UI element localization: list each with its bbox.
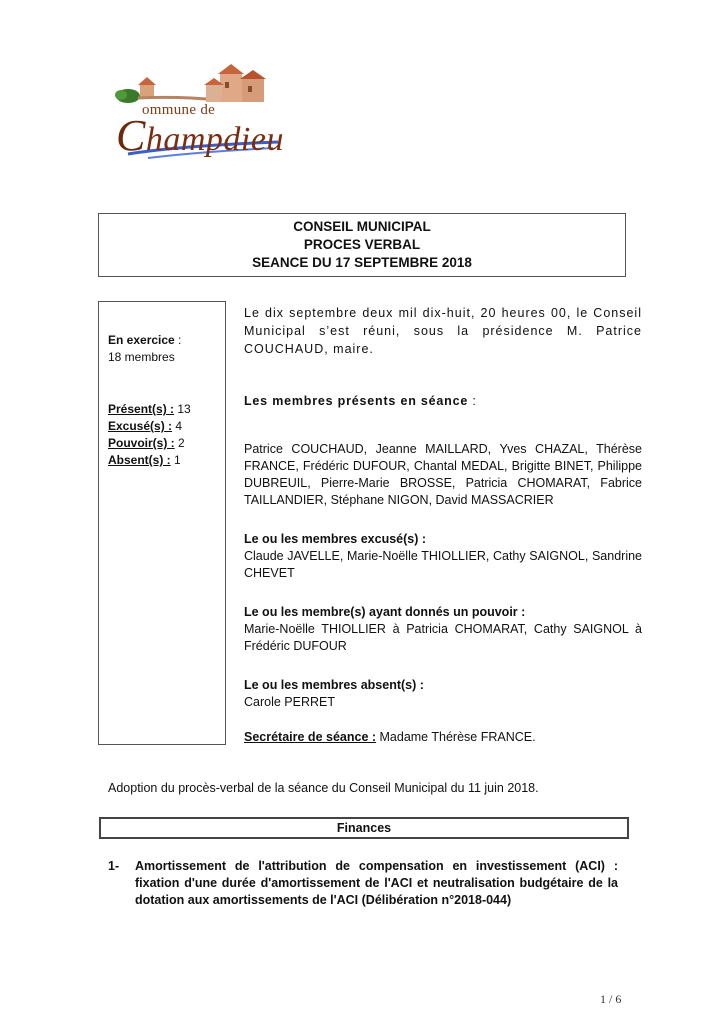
title-line-3: SEANCE DU 17 SEPTEMBRE 2018 (252, 255, 472, 270)
intro-paragraph: Le dix septembre deux mil dix-huit, 20 heures 00, le Conseil Municipal s’est réuni, sous la présidence M. Patrice COUCHAUD, maire. (244, 306, 642, 356)
absent-count: Absent(s) : 1 (108, 453, 181, 467)
exercice-row: En exercice : (108, 333, 182, 347)
absent-members-heading: Le ou les membres absent(s) : (244, 678, 424, 692)
present-members-list: Patrice COUCHAUD, Jeanne MAILLARD, Yves CHAZAL, Thérèse FRANCE, Frédéric DUFOUR, Chantal MEDAL, Brigitte BINET, Philippe DUBREUIL, Pierre-Marie BROSSE, Patricia CHOMARAT, Fabrice TAILLANDIER, Stéphane NIGON, David MASSACRIER (244, 442, 642, 507)
attendance-summary-box (98, 301, 226, 745)
commune-logo (108, 62, 288, 162)
proxy-members-heading: Le ou les membre(s) ayant donnés un pouvoir : (244, 605, 526, 619)
excused-members-list: Claude JAVELLE, Marie-Noëlle THIOLLIER, Cathy SAIGNOL, Sandrine CHEVET (244, 549, 642, 580)
present-count: Présent(s) : 13 (108, 402, 191, 416)
adoption-statement: Adoption du procès-verbal de la séance du Conseil Municipal du 11 juin 2018. (108, 781, 539, 795)
logo-text-name: Champdieu (116, 111, 284, 160)
proxy-members-list: Marie-Noëlle THIOLLIER à Patricia CHOMARAT, Cathy SAIGNOL à Frédéric DUFOUR (244, 622, 642, 653)
agenda-item-number: 1- (108, 859, 120, 873)
title-line-2: PROCES VERBAL (303, 237, 421, 252)
agenda-item-text: Amortissement de l'attribution de compensation en investissement (ACI) : fixation d'une durée d'amortissement de l'ACI et neutralisation budgétaire de la dotation aux amortissements de l'ACI (Délibération n°2018-044) (135, 859, 618, 907)
logo-text-commune: ommune de (142, 102, 216, 118)
session-secretary: Secrétaire de séance : Madame Thérèse FRANCE. (244, 730, 536, 744)
pouvoir-count: Pouvoir(s) : 2 (108, 436, 185, 450)
excused-members-heading: Le ou les membres excusé(s) : (244, 532, 427, 546)
section-heading-finances: Finances (99, 817, 629, 839)
page-number: 1 / 6 (600, 992, 622, 1006)
agenda-item-1 (108, 858, 618, 909)
excuse-count: Excusé(s) : 4 (108, 419, 183, 433)
present-members-heading: Les membres présents en séance : (244, 394, 477, 408)
exercice-value: 18 membres (108, 350, 175, 364)
document-title-box (98, 213, 626, 277)
absent-members-list: Carole PERRET (244, 695, 335, 709)
title-line-1: CONSEIL MUNICIPAL (293, 219, 431, 234)
